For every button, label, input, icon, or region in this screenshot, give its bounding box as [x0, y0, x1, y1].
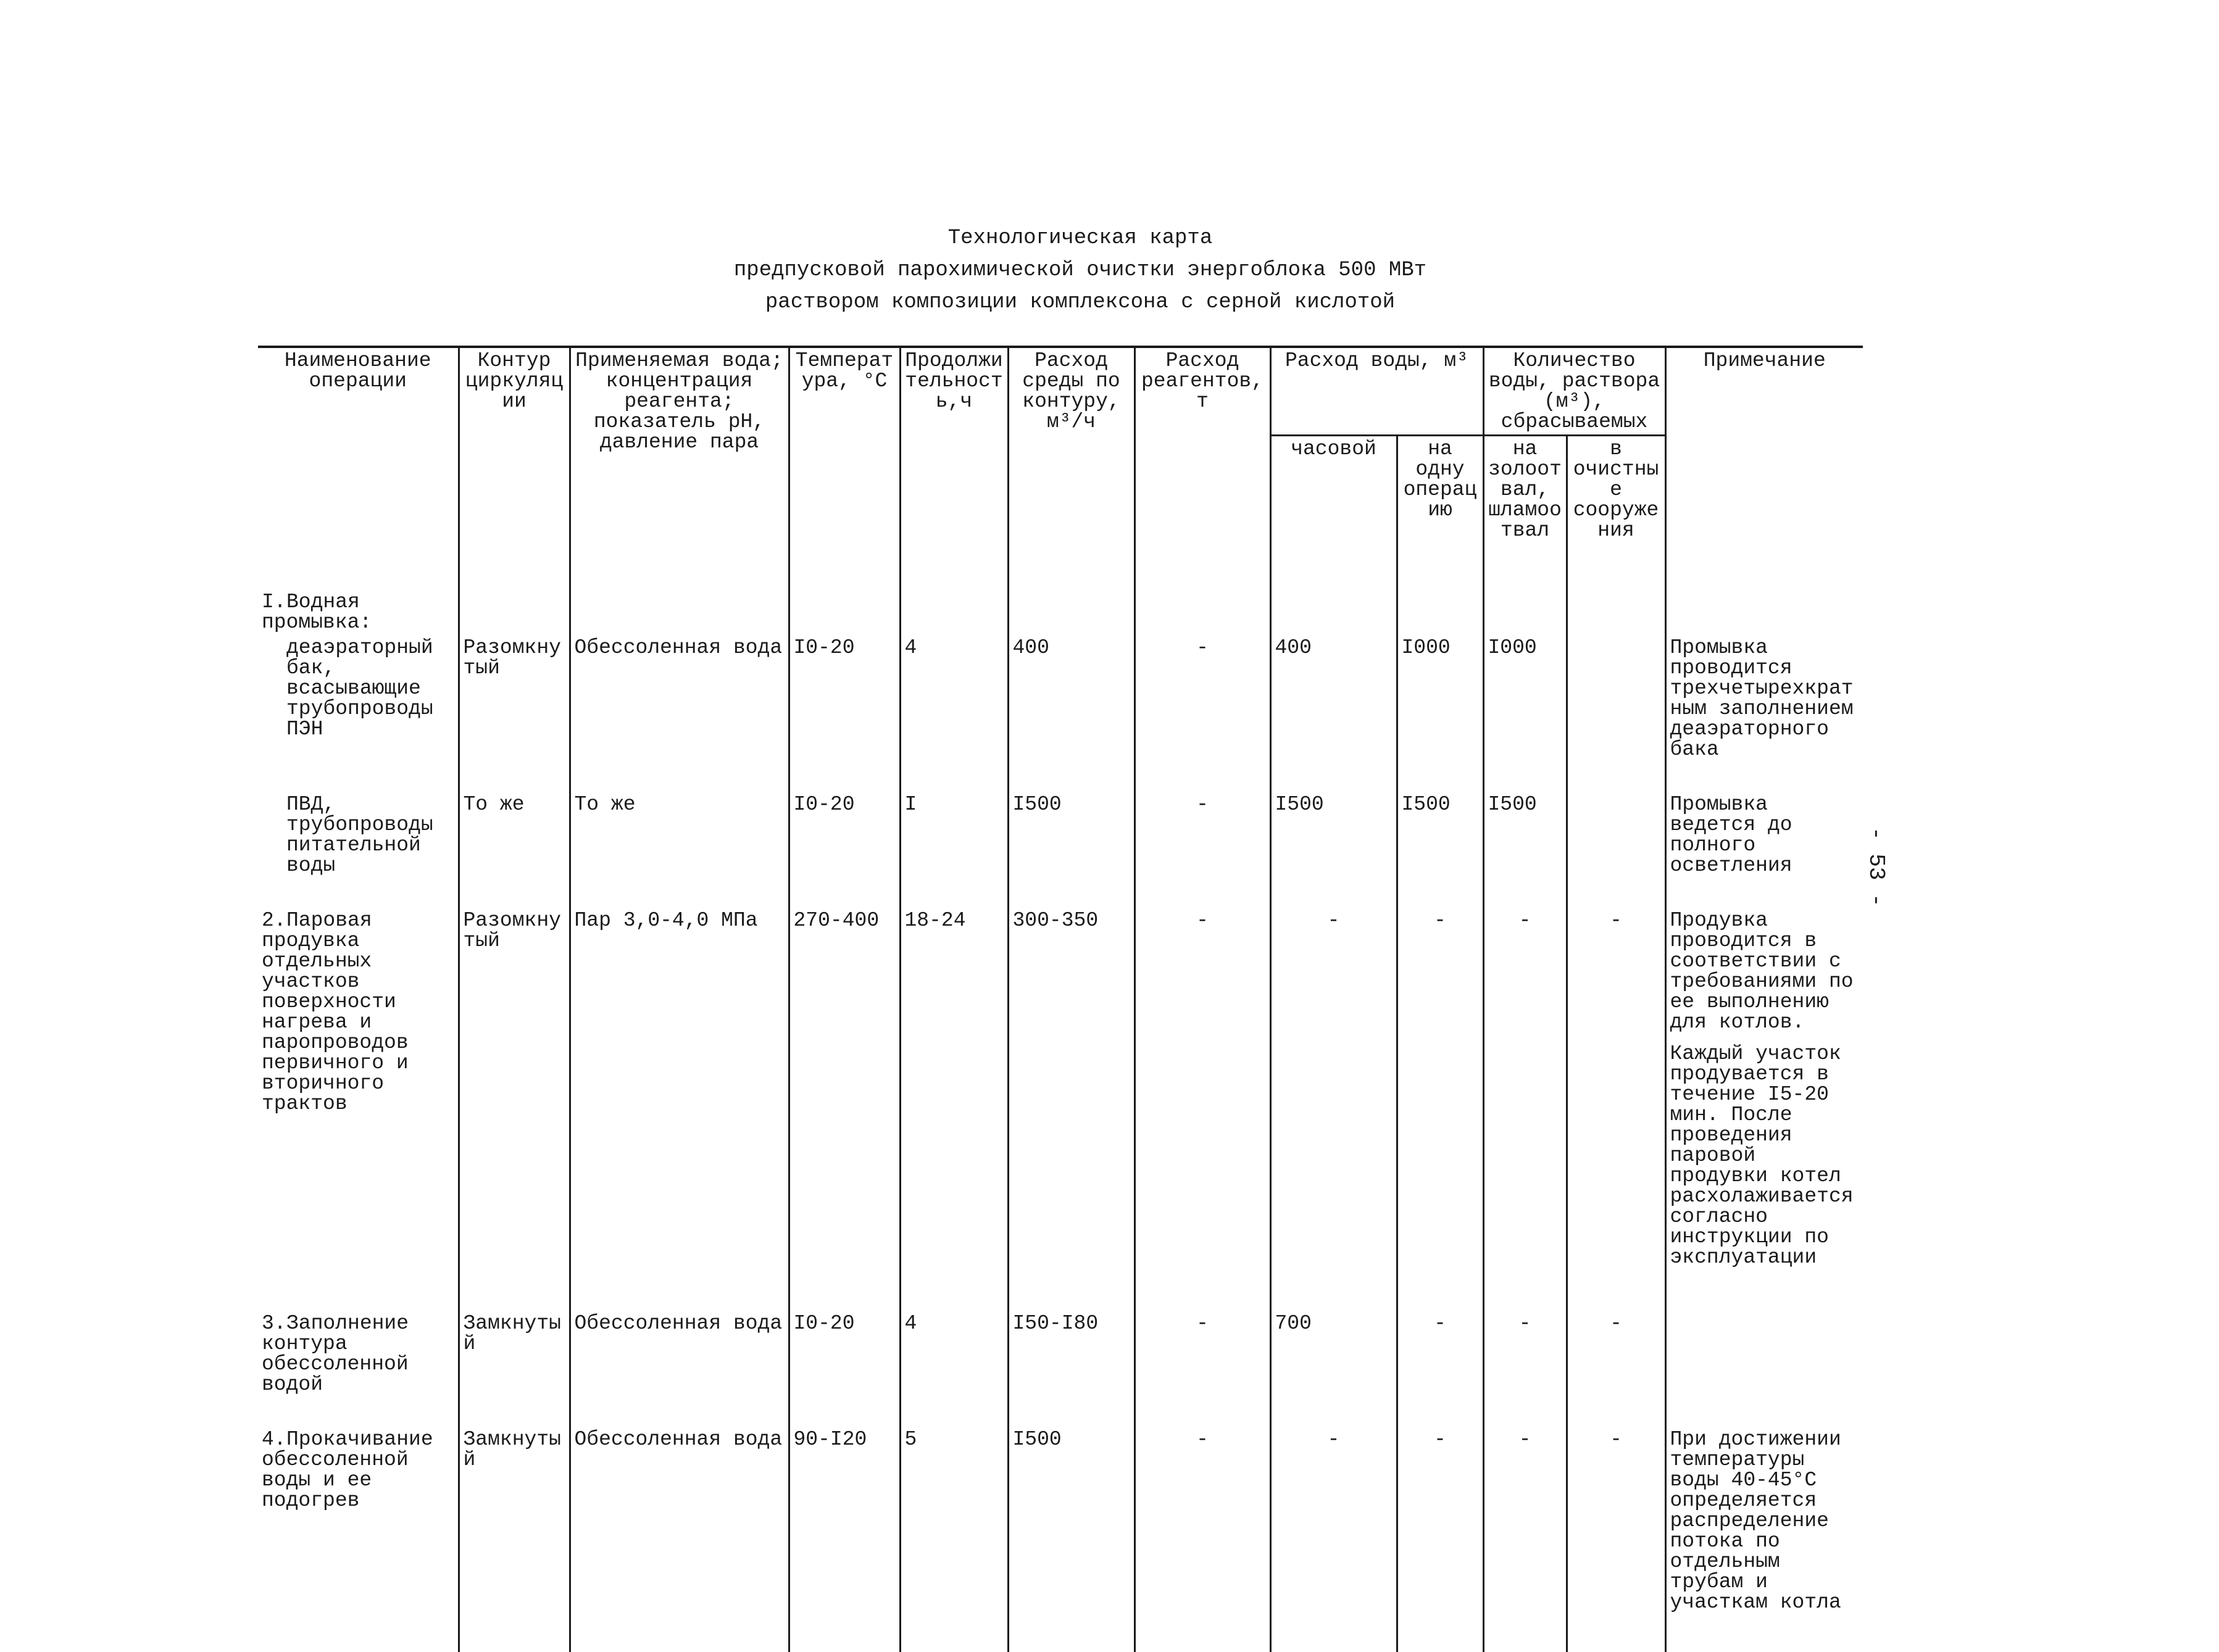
- row-hourly: I500: [1270, 792, 1397, 878]
- table-row: [258, 1311, 1863, 1397]
- row-note-part-1: Продувка проводится в соответствии с требованиями по ее выполнению для котлов.: [1670, 909, 1854, 1034]
- row-water: Обессоленная вода: [570, 1427, 789, 1615]
- table-row: [258, 792, 1863, 878]
- row-flow: I500: [1008, 792, 1134, 878]
- row-name: Паровая продувка отдельных участков поверхности нагрева и паропроводов первичного и вторичного трактов: [262, 909, 409, 1115]
- header-water-consumption: Расход воды, м³: [1270, 347, 1483, 436]
- row-circuit: Замкнутый: [459, 1311, 570, 1397]
- row-treat: -: [1567, 1311, 1665, 1397]
- table-row: [258, 1427, 1863, 1615]
- row-name: ПВД, трубопроводы питательной воды: [258, 792, 459, 878]
- row-number: 3.: [262, 1312, 286, 1335]
- header-circuit: Контур циркуляции: [459, 347, 570, 589]
- header-duration: Продолжительность,ч: [900, 347, 1008, 589]
- row-hourly: 400: [1270, 635, 1397, 762]
- row-ash: -: [1483, 1311, 1567, 1397]
- row-ash: I500: [1483, 792, 1567, 878]
- table-row: [258, 635, 1863, 762]
- row-water: Обессоленная вода: [570, 1311, 789, 1397]
- row-name: деаэраторный бак, всасывающие трубопроводы ПЭН: [258, 635, 459, 762]
- row-ash: I000: [1483, 635, 1567, 762]
- row-circuit: Замкнутый: [459, 1427, 570, 1615]
- row-temp: 90-I20: [789, 1427, 900, 1615]
- header-note: Примечание: [1665, 347, 1863, 589]
- table-row: [258, 589, 1863, 635]
- technology-card-table: [258, 346, 1863, 1652]
- row-name: Водная промывка:: [262, 591, 372, 634]
- row-reagent: -: [1134, 908, 1270, 1281]
- row-per-op: -: [1397, 1311, 1483, 1397]
- row-flow: 400: [1008, 635, 1134, 762]
- title-line-1: Технологическая карта: [947, 226, 1213, 250]
- row-duration: 4: [900, 635, 1008, 762]
- row-number: 2.: [262, 909, 286, 932]
- row-name: Заполнение контура обессоленной водой: [262, 1312, 409, 1396]
- row-treat: -: [1567, 908, 1665, 1281]
- title-line-3: раствором композиции комплексона с серной кислотой: [765, 291, 1396, 314]
- header-flow: Расход среды по контуру, м³/ч: [1008, 347, 1134, 589]
- header-name: Наименование операции: [258, 347, 459, 589]
- row-water: То же: [570, 792, 789, 878]
- row-temp: I0-20: [789, 635, 900, 762]
- row-flow: I50-I80: [1008, 1311, 1134, 1397]
- row-note: [1665, 1311, 1863, 1397]
- row-note: [1665, 908, 1863, 1281]
- document-title: [679, 222, 1481, 318]
- row-reagent: -: [1134, 792, 1270, 878]
- row-duration: I: [900, 792, 1008, 878]
- row-temp: I0-20: [789, 792, 900, 878]
- row-reagent: -: [1134, 1311, 1270, 1397]
- row-circuit: Разомкнутый: [459, 635, 570, 762]
- row-ash: -: [1483, 908, 1567, 1281]
- row-number: 4.: [262, 1428, 286, 1451]
- header-reagent: Расход реагентов, т: [1134, 347, 1270, 589]
- row-duration: 18-24: [900, 908, 1008, 1281]
- row-circuit: Разомкнутый: [459, 908, 570, 1281]
- row-temp: 270-400: [789, 908, 900, 1281]
- row-temp: I0-20: [789, 1311, 900, 1397]
- header-to-treatment: в очистные сооружения: [1567, 436, 1665, 590]
- header-temperature: Температура, °С: [789, 347, 900, 589]
- row-note: Промывка проводится трехчетырехкратным заполнением деаэраторного бака: [1665, 635, 1863, 762]
- table-row: [258, 908, 1863, 1281]
- row-duration: 4: [900, 1311, 1008, 1397]
- row-circuit: То же: [459, 792, 570, 878]
- header-per-operation: на одну операцию: [1397, 436, 1483, 590]
- row-hourly: -: [1270, 908, 1397, 1281]
- row-per-op: -: [1397, 1427, 1483, 1615]
- row-per-op: I500: [1397, 792, 1483, 878]
- row-hourly: -: [1270, 1427, 1397, 1615]
- row-treat: [1567, 635, 1665, 762]
- title-line-2: предпусковой парохимической очистки энергоблока 500 МВт: [733, 259, 1427, 282]
- row-per-op: -: [1397, 908, 1483, 1281]
- row-duration: 5: [900, 1427, 1008, 1615]
- row-reagent: -: [1134, 1427, 1270, 1615]
- row-per-op: I000: [1397, 635, 1483, 762]
- page-number: - 53 -: [1863, 827, 1889, 907]
- header-water: Применяемая вода; концентрация реагента; показатель pH, давление пара: [570, 347, 789, 589]
- row-reagent: -: [1134, 635, 1270, 762]
- row-note: Промывка ведется до полного осветления: [1665, 792, 1863, 878]
- row-name: Прокачивание обессоленной воды и ее подогрев: [262, 1428, 433, 1512]
- row-flow: I500: [1008, 1427, 1134, 1615]
- row-note-part-2: Каждый участок продувается в течение I5-20 мин. После проведения паровой продувки котел расхолаживается согласно инструкции по эксплуатации: [1670, 1042, 1854, 1269]
- row-water: Обессоленная вода: [570, 635, 789, 762]
- row-note: При достижении температуры воды 40-45°С определяется распределение потока по отдельным трубам и участкам котла: [1665, 1427, 1863, 1615]
- row-treat: [1567, 792, 1665, 878]
- row-flow: 300-350: [1008, 908, 1134, 1281]
- header-to-ash: на золоотвал, шламоотвал: [1483, 436, 1567, 590]
- row-number: I.: [262, 591, 286, 613]
- row-treat: -: [1567, 1427, 1665, 1615]
- row-ash: -: [1483, 1427, 1567, 1615]
- header-discharge: Количество воды, раствора (м³), сбрасываемых: [1483, 347, 1665, 436]
- header-hourly: часовой: [1270, 436, 1397, 590]
- row-hourly: 700: [1270, 1311, 1397, 1397]
- row-water: Пар 3,0-4,0 МПа: [570, 908, 789, 1281]
